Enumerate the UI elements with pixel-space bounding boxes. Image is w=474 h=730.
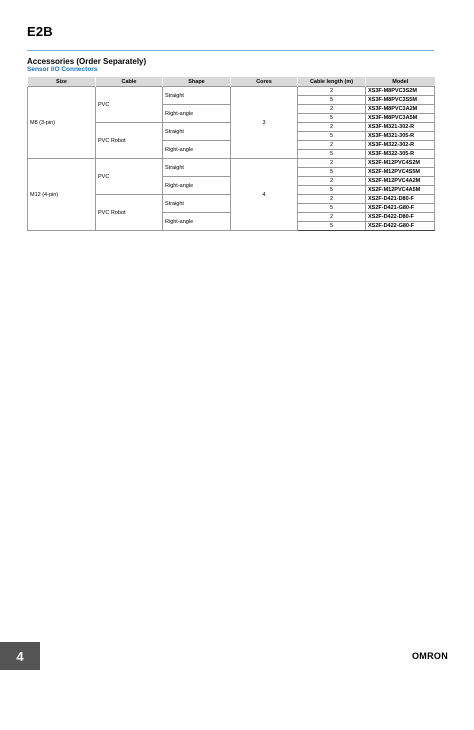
- cable-length-cell: 5: [298, 204, 366, 213]
- column-header: Cable: [96, 77, 163, 87]
- cable-cell: PVC: [96, 87, 163, 123]
- cable-length-cell: 5: [298, 168, 366, 177]
- cable-length-cell: 5: [298, 150, 366, 159]
- column-header: Shape: [163, 77, 231, 87]
- cable-length-cell: 2: [298, 87, 366, 96]
- column-header: Cores: [231, 77, 298, 87]
- product-code: E2B: [27, 24, 53, 39]
- shape-cell: Right-angle: [163, 177, 231, 195]
- column-header: Cable length (m): [298, 77, 366, 87]
- model-cell: XS3F-M8PVC3S2M: [366, 87, 435, 96]
- cable-length-cell: 5: [298, 96, 366, 105]
- shape-cell: Right-angle: [163, 105, 231, 123]
- size-cell: M8 (3-pin): [28, 87, 96, 159]
- shape-cell: Straight: [163, 123, 231, 141]
- model-cell: XS2F-M12PVC4A2M: [366, 177, 435, 186]
- cable-length-cell: 2: [298, 195, 366, 204]
- column-header: Size: [28, 77, 96, 87]
- shape-cell: Straight: [163, 159, 231, 177]
- model-cell: XS2F-D421-D80-F: [366, 195, 435, 204]
- model-cell: XS3F-M322-302-R: [366, 141, 435, 150]
- cores-cell: 3: [231, 87, 298, 159]
- cable-length-cell: 2: [298, 123, 366, 132]
- model-cell: XS2F-M12PVC4A5M: [366, 186, 435, 195]
- model-cell: XS3F-M8PVC3S5M: [366, 96, 435, 105]
- cable-length-cell: 5: [298, 222, 366, 231]
- cable-length-cell: 5: [298, 114, 366, 123]
- model-cell: XS2F-D422-D80-F: [366, 213, 435, 222]
- model-cell: XS3F-M8PVC3A2M: [366, 105, 435, 114]
- page-number: 4: [0, 642, 40, 670]
- table-body: [28, 87, 435, 231]
- model-cell: XS2F-D421-G80-F: [366, 204, 435, 213]
- shape-cell: Right-angle: [163, 141, 231, 159]
- brand-logo: OMRON: [412, 651, 448, 661]
- cable-cell: PVC Robot: [96, 123, 163, 159]
- shape-cell: Straight: [163, 87, 231, 105]
- cable-length-cell: 2: [298, 141, 366, 150]
- shape-cell: Straight: [163, 195, 231, 213]
- cable-length-cell: 2: [298, 213, 366, 222]
- cable-cell: PVC: [96, 159, 163, 195]
- cores-cell: 4: [231, 159, 298, 231]
- size-cell: M12 (4-pin): [28, 159, 96, 231]
- table-header-row: [28, 77, 435, 87]
- model-cell: XS3F-M321-302-R: [366, 123, 435, 132]
- accessories-table: [27, 77, 435, 231]
- column-header: Model: [366, 77, 435, 87]
- model-cell: XS2F-D422-G80-F: [366, 222, 435, 231]
- model-cell: XS3F-M8PVC3A5M: [366, 114, 435, 123]
- cable-length-cell: 5: [298, 132, 366, 141]
- table-row: [28, 159, 435, 168]
- model-cell: XS3F-M322-305-R: [366, 150, 435, 159]
- cable-length-cell: 2: [298, 159, 366, 168]
- model-cell: XS2F-M12PVC4S5M: [366, 168, 435, 177]
- header-rule: [27, 50, 434, 51]
- model-cell: XS2F-M12PVC4S2M: [366, 159, 435, 168]
- subsection-title: Sensor I/O Connectors: [27, 66, 98, 73]
- cable-cell: PVC Robot: [96, 195, 163, 231]
- cable-length-cell: 2: [298, 177, 366, 186]
- cable-length-cell: 2: [298, 105, 366, 114]
- table-row: [28, 87, 435, 96]
- cable-length-cell: 5: [298, 186, 366, 195]
- shape-cell: Right-angle: [163, 213, 231, 231]
- section-title: Accessories (Order Separately): [27, 57, 147, 66]
- model-cell: XS3F-M321-305-R: [366, 132, 435, 141]
